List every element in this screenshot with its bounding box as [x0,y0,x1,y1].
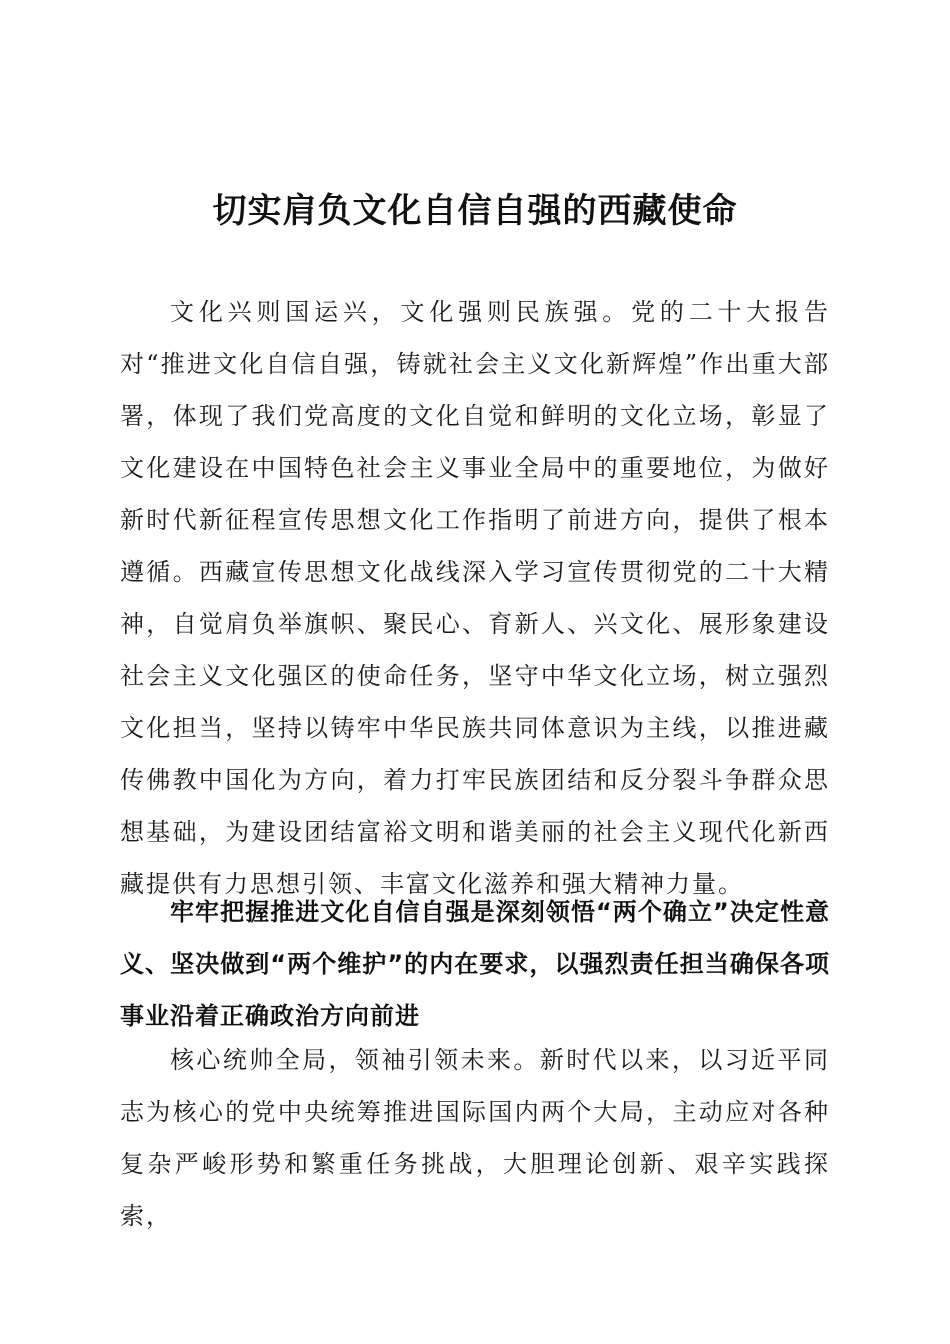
section-heading-1: 牢牢把握推进文化自信自强是深刻领悟“两个确立”决定性意义、坚决做到“两个维护”的内在要求，以强烈责任担当确保各项事业沿着正确政治方向前进 [120,898,830,1030]
body-paragraph-1: 文化兴则国运兴，文化强则民族强。党的二十大报告对“推进文化自信自强，铸就社会主义文化新辉煌”作出重大部署，体现了我们党高度的文化自觉和鲜明的文化立场，彰显了文化建设在中国特色社会主义事业全局中的重要地位，为做好新时代新征程宣传思想文化工作指明了前进方向，提供了根本遵循。西藏宣传思想文化战线深入学习宣传贯彻党的二十大精神，自觉肩负举旗帜、聚民心、育新人、兴文化、展形象建设社会主义文化强区的使命任务，坚守中华文化立场，树立强烈文化担当，坚持以铸牢中华民族共同体意识为主线，以推进藏传佛教中国化为方向，着力打牢民族团结和反分裂斗争群众思想基础，为建设团结富裕文明和谐美丽的社会主义现代化新西藏提供有力思想引领、丰富文化滋养和强大精神力量。 [120,298,830,898]
document-title: 切实肩负文化自信自强的西藏使命 [212,191,738,231]
body-paragraph-2: 核心统帅全局，领袖引领未来。新时代以来，以习近平同志为核心的党中央统筹推进国际国内两个大局，主动应对各种复杂严峻形势和繁重任务挑战，大胆理论创新、艰辛实践探索， [120,1046,830,1230]
